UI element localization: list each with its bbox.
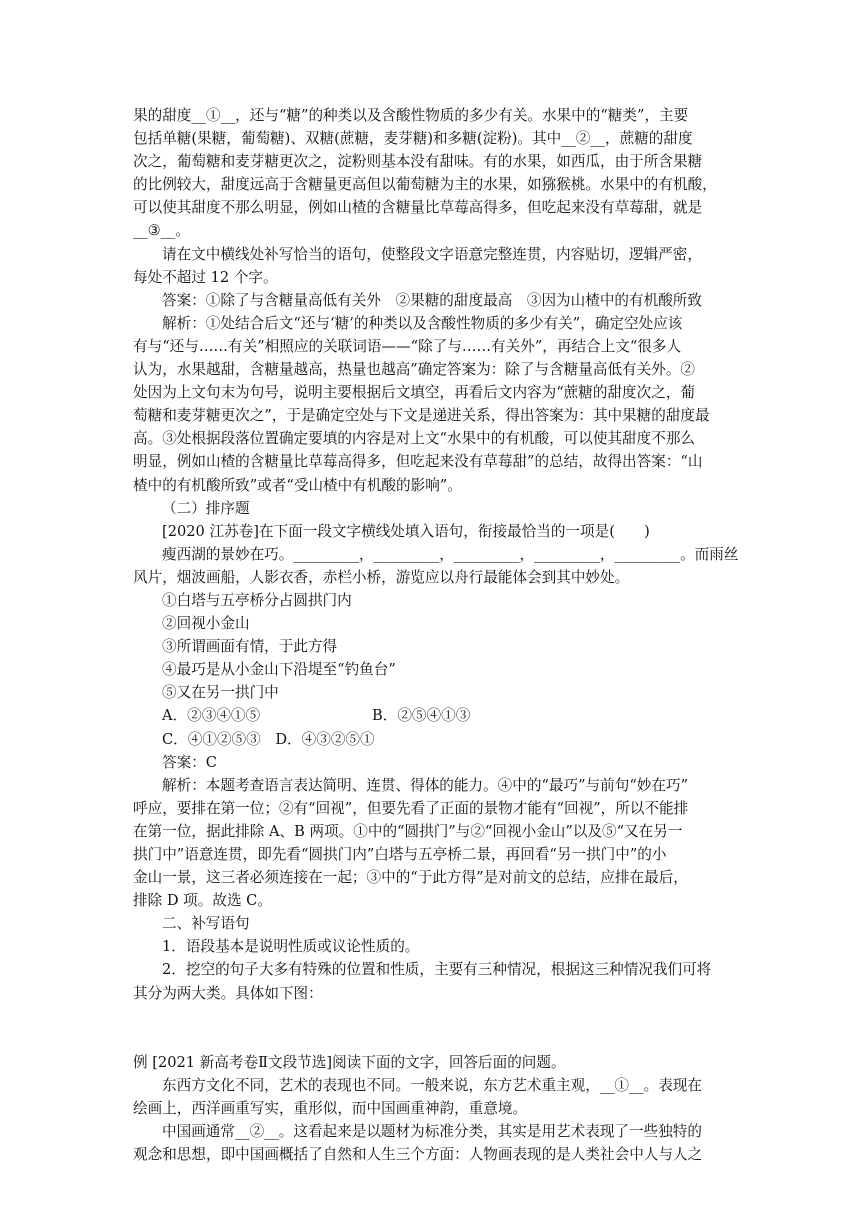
point-item (133, 958, 733, 1004)
text-line: 中国画通常__②__。这看起来是以题材为标准分类，其实是用艺术表现了一些独特的 (162, 1122, 702, 1140)
section-heading: （二）排序题 (162, 499, 250, 517)
option-b: B．②⑤④①③ (372, 707, 471, 725)
text-line: 瘦西湖的景妙在巧。_________，_________，_________，_________，_________。而雨丝 (162, 545, 739, 563)
passage-paragraph (133, 104, 733, 243)
text-line: 2．挖空的句子大多有特殊的位置和性质，主要有三种情况，根据这三种情况我们可将 (162, 961, 712, 979)
text-line: 东西方文化不同，艺术的表现也不同。一般来说，东方艺术重主观，__①__。表现在 (162, 1076, 702, 1094)
example-title: 例 [2021 新高考卷Ⅱ文段节选]阅读下面的文字，回答后面的问题。 (133, 1053, 566, 1071)
text-line: 排除 D 项。故选 C。 (133, 892, 272, 910)
text-line: 请在文中横线处补写恰当的语句，使整段文字语意完整连贯，内容贴切，逻辑严密， (162, 245, 702, 263)
question-passage (133, 543, 739, 589)
text-line: 高。③处根据段落位置确定要填的内容是对上文“水果中的有机酸，可以使其甜度不那么 (133, 430, 696, 448)
text-line: 有与“还与……有关”相照应的关联词语——“除了与……有关外”，再结合上文“很多人 (133, 337, 682, 355)
text-line: 次之，葡萄糖和麦芽糖更次之，淀粉则基本没有甜味。有的水果，如西瓜，由于所含果糖 (133, 153, 703, 171)
text-line: 认为，水果越甜，含糖量越高，热量也越高”确定答案为：除了与含糖量高低有关外。② (133, 361, 696, 379)
text-line: 处因为上文句末为句号，说明主要根据后文填空，再看后文内容为“蔗糖的甜度次之，葡 (133, 384, 696, 402)
list-item: ①白塔与五亭桥分占圆拱门内 (162, 591, 352, 609)
text-line: 在第一位，据此排除 A、B 两项。①中的“圆拱门”与②“回视小金山”以及⑤“又在另一 (133, 822, 683, 840)
text-line: 明显，例如山楂的含糖量比草莓高得多，但吃起来没有草莓甜”的总结，故得出答案：“山 (133, 453, 703, 471)
answer-line: 答案：①除了与含糖量高低有关外 ②果糖的甜度最高 ③因为山楂中的有机酸所致 (162, 291, 702, 309)
list-item: ②回视小金山 (162, 615, 250, 633)
text-line: 观念和思想，即中国画概括了自然和人生三个方面：人物画表现的是人类社会中人与人之 (133, 1146, 703, 1164)
option-d: D．④③②⑤① (275, 730, 375, 748)
example-paragraph (133, 1120, 733, 1166)
answer-line: 答案：C (162, 753, 217, 771)
text-line: __③__。 (133, 222, 190, 240)
options-row (133, 704, 733, 727)
text-line: 的比例较大，甜度远高于含糖量更高但以葡萄糖为主的水果，如猕猴桃。水果中的有机酸， (133, 176, 717, 194)
figure-placeholder (133, 1005, 733, 1051)
text-line: 可以使其甜度不那么明显，例如山楂的含糖量比草莓高得多，但吃起来没有草莓甜，就是 (133, 199, 703, 217)
text-line: 每处不超过 12 个字。 (133, 268, 278, 286)
text-line: 楂中的有机酸所致”或者“受山楂中有机酸的影响”。 (133, 476, 462, 494)
options-row (133, 728, 733, 751)
list-item: ④最巧是从小金山下沿堤至“钓鱼台” (162, 661, 396, 679)
text-line: 呼应，要排在第一位；②有“回视”，但要先看了正面的景物才能有“回视”，所以不能排 (133, 799, 689, 817)
text-line: 解析：本题考查语言表达简明、连贯、得体的能力。④中的“最巧”与前句“妙在巧” (162, 776, 689, 794)
point-item: 1．语段基本是说明性质或议论性质的。 (162, 938, 420, 956)
list-item: ⑤又在另一拱门中 (162, 684, 279, 702)
option-a: A．②③④①⑤ (162, 707, 261, 725)
analysis-paragraph (133, 774, 733, 913)
text-line: 绘画上，西洋画重写实，重形似，而中国画重神韵，重意境。 (133, 1099, 528, 1117)
text-line: 风片，烟波画船，人影衣香，赤栏小桥，游览应以舟行最能体会到其中妙处。 (133, 568, 630, 586)
list-item: ③所谓画面有情，于此方得 (162, 638, 338, 656)
text-line: 解析：①处结合后文“还与‘糖’的种类以及含酸性物质的多少有关”，确定空处应该 (162, 314, 683, 332)
text-line: 其分为两大类。具体如下图： (133, 984, 323, 1002)
section-heading: 二、补写语句 (162, 915, 250, 933)
analysis-paragraph (133, 312, 733, 497)
question-instruction (133, 243, 733, 289)
document-page (133, 104, 739, 1166)
question-stem: [2020 江苏卷]在下面一段文字横线处填入语句，衔接最恰当的一项是( ) (162, 522, 650, 540)
sentence-list (133, 589, 733, 704)
text-line: 果的甜度__①__，还与“糖”的种类以及含酸性物质的多少有关。水果中的“糖类”，主要 (133, 107, 689, 124)
text-line: 拱门中”语意连贯，即先看“圆拱门内”白塔与五亭桥二景，再回看“另一拱门中”的小 (133, 846, 667, 863)
text-line: 萄糖和麦芽糖更次之”，于是确定空处与下文是递进关系，得出答案为：其中果糖的甜度最 (133, 407, 710, 425)
example-paragraph (133, 1074, 733, 1120)
option-c: C．④①②⑤③ (162, 730, 261, 748)
text-line: 金山一景，这三者必须连接在一起；③中的“于此方得”是对前文的总结，应排在最后， (133, 869, 688, 887)
text-line: 包括单糖(果糖，葡萄糖)、双糖(蔗糖，麦芽糖)和多糖(淀粉)。其中__②__，蔗糖的甜度 (133, 130, 693, 148)
